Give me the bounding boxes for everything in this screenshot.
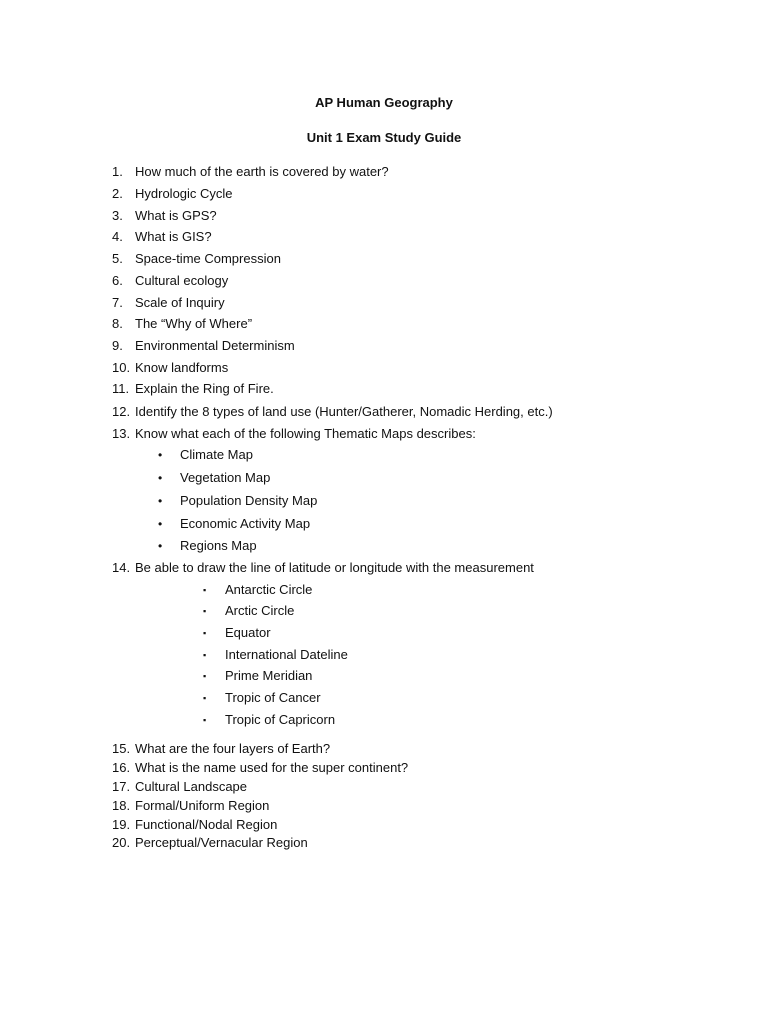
square-bullet-marker: ▪ bbox=[203, 650, 207, 660]
square-bullet-marker: ▪ bbox=[203, 693, 207, 703]
item-text: Hydrologic Cycle bbox=[135, 186, 233, 201]
document-title: AP Human Geography bbox=[315, 95, 453, 110]
square-bullet-marker: ▪ bbox=[203, 606, 207, 616]
item-text: Be able to draw the line of latitude or longitude with the measurement bbox=[135, 560, 534, 575]
square-bullet-marker: ▪ bbox=[203, 715, 207, 725]
item-text: Cultural Landscape bbox=[135, 779, 248, 794]
bullet-text: Regions Map bbox=[180, 538, 257, 553]
bullet-text: Climate Map bbox=[180, 447, 253, 462]
bullet-marker: • bbox=[158, 517, 163, 531]
item-number: 9. bbox=[112, 338, 123, 353]
item-number: 10. bbox=[112, 360, 131, 375]
item-text: The “Why of Where” bbox=[135, 316, 253, 331]
document-subtitle: Unit 1 Exam Study Guide bbox=[306, 130, 462, 145]
item-number: 4. bbox=[112, 229, 123, 244]
bullet-marker: • bbox=[158, 494, 163, 508]
square-bullet-marker: ▪ bbox=[203, 628, 207, 638]
sub-bullet-text: Equator bbox=[225, 625, 271, 640]
item-number: 13. bbox=[112, 426, 131, 441]
item-text: Formal/Uniform Region bbox=[135, 798, 270, 813]
item-text: Know landforms bbox=[135, 360, 229, 375]
bullet-text: Economic Activity Map bbox=[180, 516, 311, 531]
item-number: 7. bbox=[112, 295, 123, 310]
item-text: Space-time Compression bbox=[135, 251, 281, 266]
item-text: Perceptual/Vernacular Region bbox=[135, 835, 308, 850]
item-number: 12. bbox=[112, 404, 131, 419]
item-number: 14. bbox=[112, 560, 131, 575]
bullet-marker: • bbox=[158, 539, 163, 553]
item-number: 3. bbox=[112, 208, 123, 223]
sub-bullet-text: Prime Meridian bbox=[225, 668, 313, 683]
item-number: 16. bbox=[112, 760, 131, 775]
item-number: 5. bbox=[112, 251, 123, 266]
item-number: 18. bbox=[112, 798, 131, 813]
item-text: How much of the earth is covered by water? bbox=[135, 164, 389, 179]
item-text: Identify the 8 types of land use (Hunter/Gatherer, Nomadic Herding, etc.) bbox=[135, 404, 553, 419]
item-text: Know what each of the following Thematic Maps describes: bbox=[135, 426, 476, 441]
sub-bullet-text: International Dateline bbox=[225, 647, 348, 662]
bullet-text: Vegetation Map bbox=[180, 470, 271, 485]
item-text: Functional/Nodal Region bbox=[135, 817, 278, 832]
bullet-text: Population Density Map bbox=[180, 493, 318, 508]
item-number: 11. bbox=[112, 381, 130, 396]
item-number: 8. bbox=[112, 316, 123, 331]
item-number: 15. bbox=[112, 741, 131, 756]
sub-bullet-text: Arctic Circle bbox=[225, 603, 295, 618]
item-number: 17. bbox=[112, 779, 131, 794]
sub-bullet-text: Tropic of Cancer bbox=[225, 690, 321, 705]
bullet-marker: • bbox=[158, 448, 163, 462]
item-number: 2. bbox=[112, 186, 123, 201]
item-text: Cultural ecology bbox=[135, 273, 229, 288]
item-number: 19. bbox=[112, 817, 131, 832]
sub-bullet-text: Antarctic Circle bbox=[225, 582, 313, 597]
item-text: Environmental Determinism bbox=[135, 338, 295, 353]
sub-bullet-text: Tropic of Capricorn bbox=[225, 712, 336, 727]
item-text: What is GIS? bbox=[135, 229, 212, 244]
item-text: Explain the Ring of Fire. bbox=[135, 381, 274, 396]
item-number: 20. bbox=[112, 835, 131, 850]
item-text: What is GPS? bbox=[135, 208, 217, 223]
item-text: What are the four layers of Earth? bbox=[135, 741, 331, 756]
square-bullet-marker: ▪ bbox=[203, 671, 207, 681]
item-text: Scale of Inquiry bbox=[135, 295, 225, 310]
item-text: What is the name used for the super continent? bbox=[135, 760, 409, 775]
bullet-marker: • bbox=[158, 471, 163, 485]
item-number: 6. bbox=[112, 273, 123, 288]
square-bullet-marker: ▪ bbox=[203, 585, 207, 595]
item-number: 1. bbox=[112, 164, 123, 179]
